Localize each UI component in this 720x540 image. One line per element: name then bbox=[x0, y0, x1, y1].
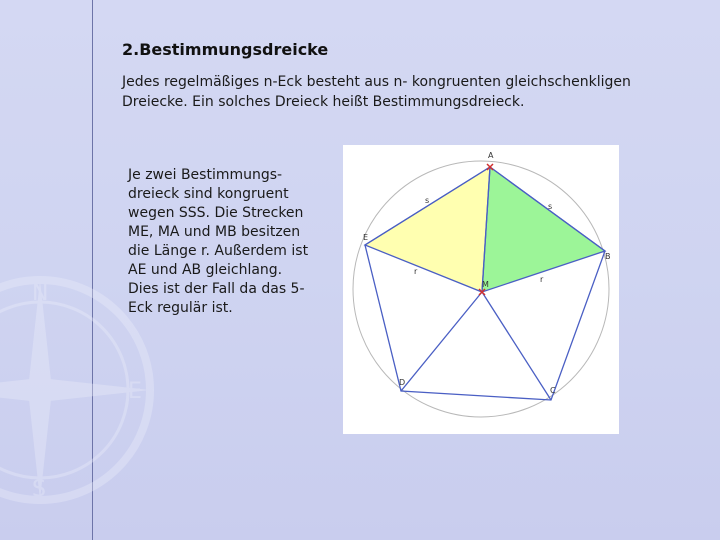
explanation-line: Je zwei Bestimmungs- bbox=[128, 167, 283, 183]
explanation-line: die Länge r. Außerdem ist bbox=[128, 243, 309, 259]
pentagon-figure bbox=[343, 145, 619, 434]
explanation-line: dreieck sind kongruent bbox=[128, 186, 289, 202]
triangle-aem bbox=[365, 167, 490, 292]
label-b: B bbox=[605, 252, 611, 261]
label-c: C bbox=[550, 386, 556, 395]
intro-line: Jedes regelmäßiges n-Eck besteht aus n- kongruenten gleichschenkligen bbox=[122, 74, 631, 90]
label-r-right: r bbox=[540, 275, 544, 284]
explanation-line: ME, MA und MB besitzen bbox=[128, 224, 301, 240]
segment-mc bbox=[482, 292, 551, 400]
label-s-left: s bbox=[425, 196, 430, 205]
explanation-paragraph bbox=[128, 166, 328, 318]
intro-line: Dreiecke. Ein solches Dreieck heißt Bestimmungsdreieck. bbox=[122, 94, 525, 110]
triangle-abm bbox=[482, 167, 605, 292]
label-m: M bbox=[482, 280, 489, 289]
label-a: A bbox=[488, 151, 494, 160]
slide-title: 2.Bestimmungsdreicke bbox=[122, 40, 329, 59]
segment-md bbox=[401, 292, 482, 391]
explanation-line: wegen SSS. Die Strecken bbox=[128, 205, 304, 221]
explanation-line: Eck regulär ist. bbox=[128, 300, 233, 316]
pentagon-diagram bbox=[343, 145, 619, 434]
label-s-right: s bbox=[548, 202, 553, 211]
compass-letter-n: N bbox=[32, 281, 49, 306]
compass-letter-e: E bbox=[128, 379, 142, 404]
label-r-left: r bbox=[414, 267, 418, 276]
explanation-line: Dies ist der Fall da das 5- bbox=[128, 281, 305, 297]
compass-letter-s: S bbox=[32, 477, 46, 502]
label-e: E bbox=[363, 233, 369, 242]
intro-paragraph bbox=[122, 72, 682, 112]
label-d: D bbox=[399, 378, 406, 387]
explanation-line: AE und AB gleichlang. bbox=[128, 262, 283, 278]
